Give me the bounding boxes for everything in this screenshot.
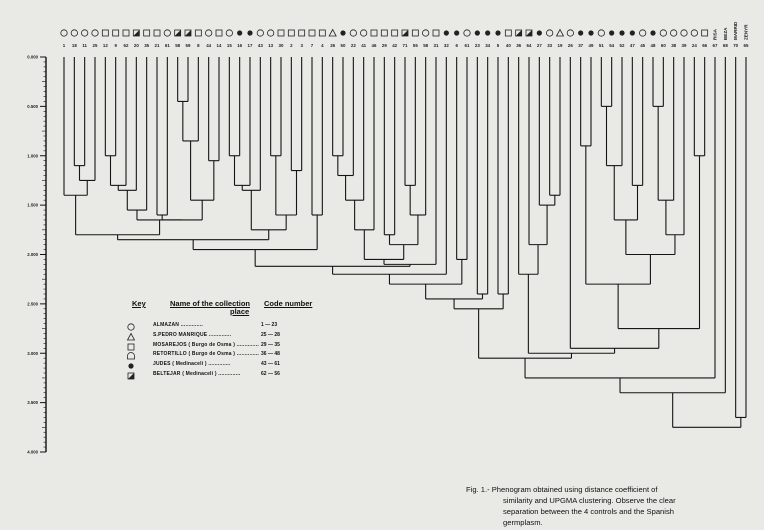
leaf-dot-symbol xyxy=(588,30,593,35)
leaf-code-label: 20 xyxy=(133,43,139,48)
key-symbol-icon xyxy=(126,342,136,352)
leaf-code-label: 1 xyxy=(62,43,66,48)
control-labels xyxy=(713,21,749,40)
leaf-code-label: 58 xyxy=(175,43,181,48)
leaf-circle-symbol xyxy=(226,30,232,36)
leaf-code-label: 18 xyxy=(71,43,77,48)
leaf-code-label: 4 xyxy=(321,43,324,48)
leaf-code-label: 40 xyxy=(505,43,511,48)
leaf-square-symbol xyxy=(319,30,325,36)
leaf-halfsquare-fill xyxy=(185,30,191,36)
leaf-dot-symbol xyxy=(475,30,480,35)
leaf-code-label: 30 xyxy=(278,43,284,48)
leaf-code-label: 24 xyxy=(691,43,697,48)
leaf-code-label: 37 xyxy=(578,43,584,48)
leaf-circle-symbol xyxy=(257,30,263,36)
figure-caption xyxy=(466,484,746,528)
control-label: MARRID xyxy=(733,21,739,40)
leaf-code-label: 19 xyxy=(557,43,563,48)
leaf-code-label: 35 xyxy=(144,43,150,48)
leaf-code-label: 62 xyxy=(123,43,129,48)
axis-tick-label: 1.000 xyxy=(27,153,38,159)
leaf-circle-symbol xyxy=(128,324,134,330)
leaf-circle-symbol xyxy=(71,30,77,36)
key-heading: Key xyxy=(132,299,146,308)
key-collection-name: JUDES ( Medinaceli ) .............. xyxy=(153,361,231,368)
key-collection-name: BELTEJAR ( Medinaceli ) .............. xyxy=(153,371,241,377)
leaf-code-label: 38 xyxy=(671,43,677,48)
leaf-code-label: 61 xyxy=(164,43,170,48)
leaf-square-symbol xyxy=(381,30,387,36)
leaf-code-label: 11 xyxy=(82,43,87,48)
key-symbol-icon xyxy=(126,351,136,361)
leaf-code-label: 33 xyxy=(547,43,553,48)
leaf-code-label: 29 xyxy=(381,43,387,48)
control-label: BEZA xyxy=(722,27,728,40)
leaf-code-label: 50 xyxy=(340,43,346,48)
key-collection-name: S.PEDRO MANRIQUE .............. xyxy=(153,331,232,338)
leaf-code-label: 5 xyxy=(496,43,500,48)
leaf-code-label: 54 xyxy=(609,43,615,48)
key-code-range: 29 — 35 xyxy=(261,341,280,348)
leaf-square-symbol xyxy=(371,30,377,36)
leaf-dot-symbol xyxy=(537,30,542,35)
leaf-square-symbol xyxy=(113,30,119,36)
leaf-code-label: 65 xyxy=(743,43,749,48)
leaf-triangle-symbol xyxy=(557,30,564,37)
distance-axis xyxy=(27,55,46,455)
leaf-code-label: 55 xyxy=(412,43,418,48)
leaf-code-label: 17 xyxy=(247,43,253,48)
control-label: RISA xyxy=(712,29,718,40)
leaf-circle-symbol xyxy=(567,30,573,36)
leaf-code-label: 22 xyxy=(350,43,356,48)
leaf-code-label: 16 xyxy=(237,43,243,48)
leaf-code-label: 26 xyxy=(330,43,336,48)
caption-line-1: Fig. 1.- Phenogram obtained using distance coefficient of xyxy=(466,485,658,494)
leaf-dot-symbol xyxy=(237,30,242,35)
leaf-dot-symbol xyxy=(444,30,449,35)
leaf-code-label: 7 xyxy=(310,43,314,48)
leaf-code-label: 70 xyxy=(733,43,739,48)
leaf-symbol-row xyxy=(61,30,708,37)
leaf-code-label: 60 xyxy=(660,43,666,48)
leaf-square-symbol xyxy=(144,30,150,36)
key-code-range: 62 — 56 xyxy=(261,371,280,377)
leaf-square-symbol xyxy=(433,30,439,36)
leaf-circle-symbol xyxy=(691,30,697,36)
key-code-heading: Code number xyxy=(264,299,313,308)
key-collection-name: MOSAREJOS ( Burgo de Osma ) .............. xyxy=(153,341,259,348)
leaf-code-label: 52 xyxy=(619,43,625,48)
key-symbol-icon xyxy=(126,332,136,342)
axis-tick-label: 1.500 xyxy=(27,202,38,208)
leaf-circle-symbol xyxy=(681,30,687,36)
key-code-range: 36 — 48 xyxy=(261,351,280,358)
leaf-circle-symbol xyxy=(546,30,552,36)
leaf-code-label: 14 xyxy=(216,43,222,48)
leaf-dot-symbol xyxy=(630,30,635,35)
leaf-circle-symbol xyxy=(164,30,170,36)
leaf-code-label: 59 xyxy=(185,43,191,48)
leaf-code-label: 43 xyxy=(257,43,263,48)
leaf-square-symbol xyxy=(299,30,305,36)
leaf-dot-symbol xyxy=(619,30,624,35)
leaf-dot-symbol xyxy=(485,30,490,35)
leaf-circle-symbol xyxy=(92,30,98,36)
key-symbol-icon xyxy=(126,361,136,371)
leaf-square-symbol xyxy=(288,30,294,36)
key-row xyxy=(118,342,323,352)
leaf-dot-symbol xyxy=(340,30,345,35)
leaf-halfsquare-fill xyxy=(402,30,408,36)
leaf-dot-symbol xyxy=(495,30,500,35)
key-code-range: 43 — 61 xyxy=(261,361,280,368)
leaf-square-symbol xyxy=(505,30,511,36)
leaf-code-label: 23 xyxy=(474,43,480,48)
leaf-circle-symbol xyxy=(598,30,604,36)
leaf-code-label: 9 xyxy=(114,43,117,48)
leaf-code-label: 47 xyxy=(629,43,635,48)
leaf-halfsquare-fill xyxy=(175,30,181,36)
leaf-code-label: 51 xyxy=(598,43,604,48)
leaf-halfcircle-symbol xyxy=(128,353,135,360)
leaf-circle-symbol xyxy=(422,30,428,36)
leaf-code-label: 34 xyxy=(485,43,491,48)
leaf-code-label: 42 xyxy=(392,43,398,48)
key-name-heading: Name of the collection xyxy=(170,299,251,308)
caption-line-3: separation between the 4 controls and the Spanish xyxy=(503,507,674,516)
leaf-square-symbol xyxy=(412,30,418,36)
leaf-code-label: 36 xyxy=(516,43,522,48)
leaf-halfsquare-fill xyxy=(526,30,532,36)
leaf-dot-symbol xyxy=(128,364,133,369)
key-row xyxy=(118,361,323,371)
leaf-code-label: 48 xyxy=(650,43,656,48)
leaf-square-symbol xyxy=(123,30,129,36)
leaf-code-label: 6 xyxy=(455,43,458,48)
leaf-circle-symbol xyxy=(464,30,470,36)
key-place-heading: place xyxy=(230,307,250,316)
leaf-code-label: 31 xyxy=(433,43,439,48)
leaf-triangle-symbol xyxy=(128,333,135,340)
leaf-code-label: 68 xyxy=(722,43,728,48)
leaf-halfsquare-fill xyxy=(133,30,139,36)
leaf-code-label: 49 xyxy=(588,43,594,48)
leaf-square-symbol xyxy=(278,30,284,36)
axis-tick-label: 0.000 xyxy=(27,54,38,60)
leaf-code-label: 25 xyxy=(92,43,98,48)
control-label: ZENYR xyxy=(743,24,749,40)
leaf-dot-symbol xyxy=(247,30,252,35)
axis-tick-label: 4.000 xyxy=(27,449,38,455)
caption-line-4: germplasm. xyxy=(503,518,543,527)
axis-tick-label: 2.500 xyxy=(27,301,38,307)
key-row xyxy=(118,371,323,381)
leaf-square-symbol xyxy=(154,30,160,36)
leaf-dot-symbol xyxy=(454,30,459,35)
leaf-code-label: 44 xyxy=(206,43,212,48)
leaf-circle-symbol xyxy=(267,30,273,36)
leaf-square-symbol xyxy=(102,30,108,36)
leaf-square-symbol xyxy=(216,30,222,36)
axis-tick-label: 0.500 xyxy=(27,103,38,109)
axis-tick-label: 3.500 xyxy=(27,400,38,406)
key-code-range: 1 — 23 xyxy=(261,322,278,328)
key-row xyxy=(118,351,323,361)
leaf-code-label: 45 xyxy=(640,43,646,48)
leaf-halfsquare-fill xyxy=(128,373,134,379)
leaf-circle-symbol xyxy=(81,30,87,36)
leaf-halfsquare-fill xyxy=(516,30,522,36)
leaf-circle-symbol xyxy=(660,30,666,36)
leaf-circle-symbol xyxy=(61,30,67,36)
axis-tick-label: 2.000 xyxy=(27,252,38,257)
leaf-code-label: 64 xyxy=(526,43,532,48)
axis-tick-label: 3.000 xyxy=(27,350,38,356)
leaf-code-label: 3 xyxy=(300,43,303,48)
leaf-code-label: 58 xyxy=(423,43,429,48)
leaf-square-symbol xyxy=(309,30,315,36)
leaf-circle-symbol xyxy=(639,30,645,36)
leaf-dot-symbol xyxy=(650,30,655,35)
leaf-square-symbol xyxy=(195,30,201,36)
leaf-circle-symbol xyxy=(360,30,366,36)
leaf-code-label: 71 xyxy=(402,43,408,48)
leaf-code-label: 15 xyxy=(226,43,232,48)
key-symbol-icon xyxy=(126,322,136,332)
leaf-square-symbol xyxy=(128,344,134,350)
key-row xyxy=(118,332,323,342)
leaf-code-label: 66 xyxy=(702,43,708,48)
key-row xyxy=(118,322,323,332)
leaf-dot-symbol xyxy=(578,30,583,35)
leaf-code-label: 67 xyxy=(712,43,718,48)
leaf-square-symbol xyxy=(392,30,398,36)
leaf-code-label: 13 xyxy=(268,43,274,48)
key-collection-name: ALMAZAN .............. xyxy=(153,322,203,328)
key-symbol-icon xyxy=(126,371,136,381)
leaf-code-label: 61 xyxy=(464,43,470,48)
leaf-code-label: 32 xyxy=(443,43,449,48)
key-collection-name: RETORTILLO ( Burgo de Osma ) .............. xyxy=(153,351,260,358)
leaf-code-label: 26 xyxy=(567,43,573,48)
leaf-code-label: 2 xyxy=(290,43,293,48)
leaf-circle-symbol xyxy=(205,30,211,36)
leaf-code-label: 8 xyxy=(197,43,200,48)
leaf-code-label: 41 xyxy=(361,43,367,48)
leaf-circle-symbol xyxy=(670,30,676,36)
leaf-square-symbol xyxy=(702,30,708,36)
leaf-code-label: 46 xyxy=(371,43,377,48)
leaf-dot-symbol xyxy=(609,30,614,35)
leaf-code-label: 12 xyxy=(102,43,108,48)
leaf-triangle-symbol xyxy=(329,30,336,37)
leaf-code-row xyxy=(63,43,749,48)
leaf-code-label: 39 xyxy=(681,43,687,48)
caption-line-2: similarity and UPGMA clustering. Observe the clear xyxy=(503,496,676,505)
leaf-code-label: 21 xyxy=(154,43,160,48)
key-code-range: 25 — 28 xyxy=(261,331,280,338)
leaf-code-label: 27 xyxy=(536,43,542,48)
leaf-circle-symbol xyxy=(350,30,356,36)
